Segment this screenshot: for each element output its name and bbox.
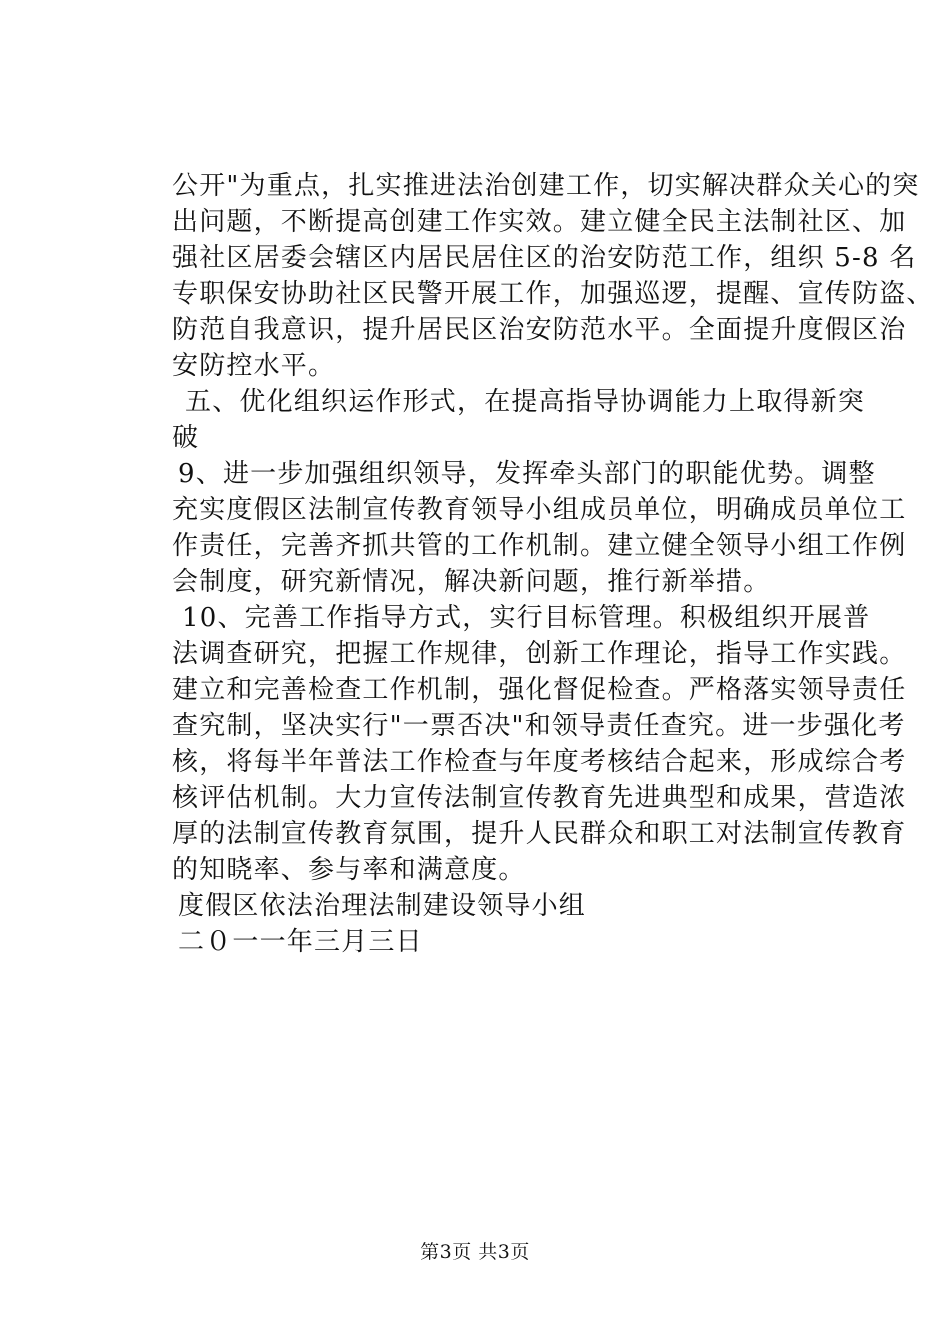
body-text-line: 厚的法制宣传教育氛围，提升人民群众和职工对法制宣传教育 bbox=[172, 819, 907, 849]
section-heading: 五、优化组织运作形式，在提高指导协调能力上取得新突 bbox=[185, 387, 866, 417]
body-text-line: 建立和完善检查工作机制，强化督促检查。严格落实领导责任 bbox=[172, 675, 907, 705]
body-text-line: 安防控水平。 bbox=[172, 351, 336, 381]
section-heading-continuation: 破 bbox=[172, 423, 200, 453]
body-text-line: 防范自我意识，提升居民区治安防范水平。全面提升度假区治 bbox=[172, 315, 907, 345]
body-text-line: 强社区居委会辖区内居民居住区的治安防范工作，组织 5-8 名 bbox=[172, 243, 917, 273]
body-text-line: 公开"为重点，扎实推进法治创建工作，切实解决群众关心的突 bbox=[172, 171, 920, 201]
signature-organization: 度假区依法治理法制建设领导小组 bbox=[178, 891, 587, 921]
body-text-line: 法调查研究，把握工作规律，创新工作理论，指导工作实践。 bbox=[172, 639, 907, 669]
paragraph-start: 9、进一步加强组织领导，发挥牵头部门的职能优势。调整 bbox=[178, 459, 876, 489]
paragraph-start: 10、完善工作指导方式，实行目标管理。积极组织开展普 bbox=[182, 603, 871, 633]
page-number: 第3页 共3页 bbox=[420, 1241, 530, 1263]
body-text-line: 查究制，坚决实行"一票否决"和领导责任查究。进一步强化考 bbox=[172, 711, 906, 741]
body-text-line: 专职保安协助社区民警开展工作，加强巡逻，提醒、宣传防盗、 bbox=[172, 279, 934, 309]
body-text-line: 核评估机制。大力宣传法制宣传教育先进典型和成果，营造浓 bbox=[172, 783, 907, 813]
body-text-line: 出问题，不断提高创建工作实效。建立健全民主法制社区、加 bbox=[172, 207, 907, 237]
body-text-line: 充实度假区法制宣传教育领导小组成员单位，明确成员单位工 bbox=[172, 495, 907, 525]
body-text-line: 会制度，研究新情况，解决新问题，推行新举措。 bbox=[172, 567, 771, 597]
body-text-line: 作责任，完善齐抓共管的工作机制。建立健全领导小组工作例 bbox=[172, 531, 907, 561]
body-text-line: 的知晓率、参与率和满意度。 bbox=[172, 855, 526, 885]
body-text-line: 核，将每半年普法工作检查与年度考核结合起来，形成综合考 bbox=[172, 747, 907, 777]
signature-date: 二０一一年三月三日 bbox=[178, 927, 423, 957]
